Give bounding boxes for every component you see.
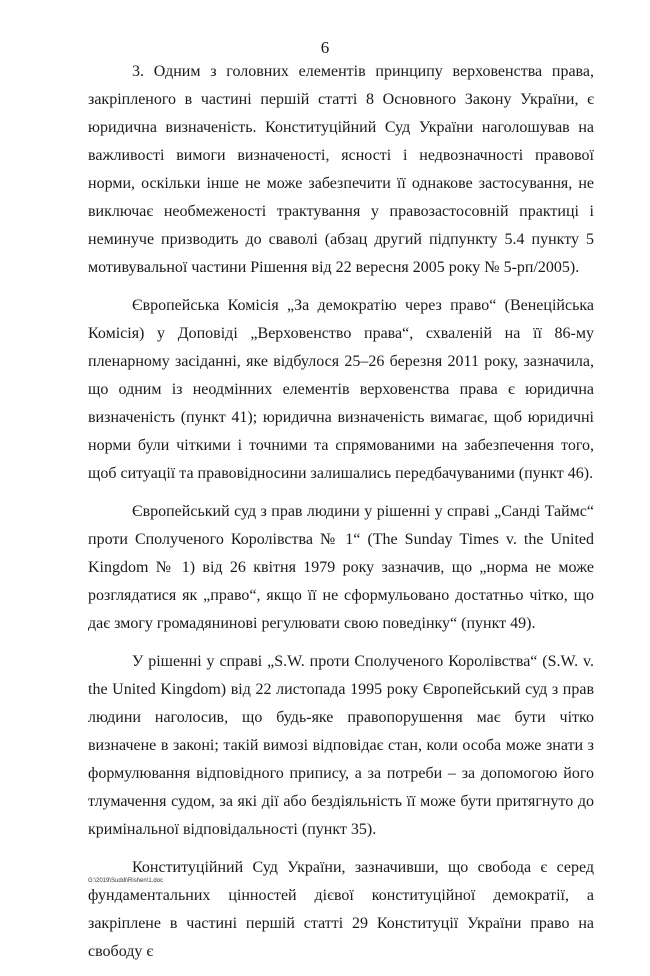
paragraph-freedom: Конституційний Суд України, зазначивши, що свобода є серед фундаментальних цінностей дієвої конституційної демократії, а закріплене в частині першій статті 29 Конституції України право на свободу є	[88, 859, 594, 960]
document-body	[88, 58, 594, 976]
footer-file-path: G:\2019\Suddi\Rishen\1.doc	[88, 878, 164, 884]
paragraph-legal-certainty: 3. Одним з головних елементів принципу верховенства права, закріпленого в частині першій статті 8 Основного Закону України, є юридична визначеність. Конституційний Суд України наголошував на важливості вимоги визначеності, ясності і недвозначності правової норми, оскільки інше не може забезпечити її однакове застосування, не виключає необмеженості трактування у правозастосовній практиці і неминуче призводить до сваволі (абзац другий підпункту 5.4 пункту 5 мотивувальної частини Рішення від 22 вересня 2005 року № 5-рп/2005).	[88, 63, 594, 276]
page-number: 6	[320, 38, 330, 57]
paragraph-sunday-times: Європейський суд з прав людини у рішенні у справі „Санді Таймс“ проти Сполученого Королівства № 1“ (The Sunday Times v. the United Kingdom № 1) від 26 квітня 1979 року зазначив, що „норма не може розглядатися як „право“, якщо її не сформульовано достатньо чітко, що дає змогу громадянинові регулювати свою поведінку“ (пункт 49).	[88, 503, 594, 632]
paragraph-sw-case: У рішенні у справі „S.W. проти Сполученого Королівства“ (S.W. v. the United Kingdom) від 22 листопада 1995 року Європейський суд з прав людини наголосив, що будь-яке правопорушення має бути чітко визначене в законі; такій вимозі відповідає стан, коли особа може знати з формулювання відповідного припису, а за потреби – за допомогою його тлумачення судом, за які дії або бездіяльність її може бути притягнуто до кримінальної відповідальності (пункт 35).	[88, 653, 594, 838]
paragraph-venice-commission: Європейська Комісія „За демократію через право“ (Венеційська Комісія) у Доповіді „Верховенство права“, схваленій на її 86-му пленарному засіданні, яке відбулося 25–26 березня 2011 року, зазначила, що одним із неодмінних елементів верховенства права є юридична визначеність (пункт 41); юридична визначеність вимагає, щоб юридичні норми були чіткими і точними та спрямованими на забезпечення того, щоб ситуації та правовідносини залишались передбачуваними (пункт 46).	[88, 297, 594, 482]
